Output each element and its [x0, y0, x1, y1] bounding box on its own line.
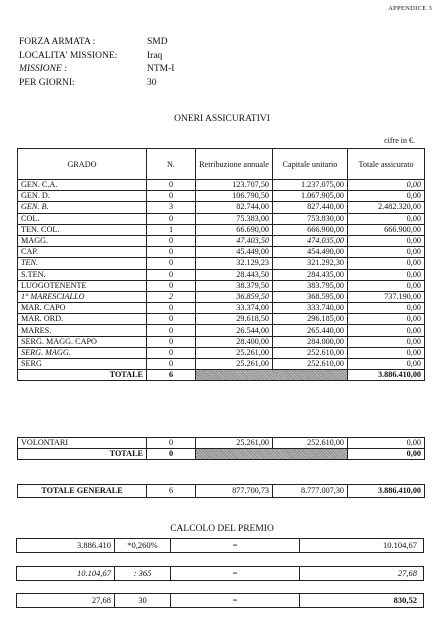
totale-cell: 0,00: [348, 213, 425, 224]
totale-cell: 0,00: [348, 235, 425, 246]
grado-cell: TEN.: [18, 258, 147, 269]
volontari-capitale: 252.610,00: [273, 438, 348, 449]
count-cell: 0: [147, 180, 196, 191]
total-row: [18, 370, 425, 381]
grado-cell: MARES.: [18, 325, 147, 336]
volontari-total-value: 0,00: [348, 449, 425, 460]
count-cell: 0: [147, 247, 196, 258]
totale-cell: 0,00: [348, 303, 425, 314]
retribuzione-cell: 25.261,00: [196, 347, 273, 358]
volontari-label: VOLONTARI: [18, 438, 147, 449]
calc-factor: : 365: [115, 567, 171, 580]
count-cell: 0: [147, 314, 196, 325]
grado-cell: S.TEN.: [18, 269, 147, 280]
count-cell: 0: [147, 235, 196, 246]
volontari-retribuzione: 25.261,00: [196, 438, 273, 449]
count-cell: 0: [147, 359, 196, 370]
capitale-cell: 265.440,00: [273, 325, 348, 336]
count-cell: 0: [147, 213, 196, 224]
grado-cell: SERG: [18, 359, 147, 370]
header-value: NTM-I: [147, 64, 175, 74]
retribuzione-cell: 45.449,00: [196, 247, 273, 258]
capitale-cell: 368.595,00: [273, 291, 348, 302]
grado-cell: CAP.: [18, 247, 147, 258]
totale-cell: 0,00: [348, 180, 425, 191]
totale-cell: 0,00: [348, 269, 425, 280]
retribuzione-cell: 25.261,00: [196, 359, 273, 370]
count-cell: 0: [147, 191, 196, 202]
grand-total-label: TOTALE GENERALE: [18, 485, 147, 498]
table-row: [18, 180, 425, 191]
total-label: TOTALE: [18, 370, 147, 381]
table-row: [18, 280, 425, 291]
retribuzione-cell: 75.383,00: [196, 213, 273, 224]
capitale-cell: 252.610,00: [273, 359, 348, 370]
grado-cell: GEN. C.A.: [18, 180, 147, 191]
header-line: [19, 63, 174, 77]
grado-cell: SERG. MAGG. CAPO: [18, 336, 147, 347]
totale-cell: 0,00: [348, 325, 425, 336]
calc-result: 830,52: [299, 594, 423, 607]
col-header-capitale: Capitale unitario: [273, 149, 348, 180]
capitale-cell: 284.435,00: [273, 269, 348, 280]
col-header-totale: Totale assicurato: [348, 149, 425, 180]
calc-title: CALCOLO DEL PREMIO: [170, 524, 274, 534]
shaded-cell: [196, 449, 348, 460]
capitale-cell: 1.067.905,00: [273, 191, 348, 202]
table-row: [18, 191, 425, 202]
total-value: 3.886.410,00: [348, 370, 425, 381]
calc-equals: =: [232, 595, 238, 605]
capitale-cell: 252.610,00: [273, 347, 348, 358]
calc-result: 10.104,67: [299, 539, 423, 552]
table-row: [18, 202, 425, 213]
section-title: ONERI ASSICURATIVI: [174, 114, 270, 124]
grand-total-capitale: 8.777.007,30: [273, 485, 348, 498]
header-line: [19, 50, 174, 64]
capitale-cell: 827.440,00: [273, 202, 348, 213]
header-value: Iraq: [147, 50, 163, 61]
count-cell: 0: [147, 347, 196, 358]
calc-row: [16, 566, 424, 581]
table-header-row: [18, 149, 425, 180]
table-row: [18, 347, 425, 358]
table-row: [18, 359, 425, 370]
retribuzione-cell: 123.707,50: [196, 180, 273, 191]
header-line: [19, 36, 174, 50]
table-row: [18, 235, 425, 246]
totale-cell: 0,00: [348, 247, 425, 258]
col-header-retribuzione: Retribuzione annuale: [196, 149, 273, 180]
calc-factor: 30: [115, 594, 171, 607]
capitale-cell: 333.740,00: [273, 303, 348, 314]
capitale-cell: 296.185,00: [273, 314, 348, 325]
calc-operand: 3.886.410: [17, 539, 115, 552]
calc-operand: 27,68: [17, 594, 115, 607]
appendix-label: APPENDICE 3: [388, 5, 432, 12]
volontari-total-row: [18, 449, 425, 460]
retribuzione-cell: 47.403,50: [196, 235, 273, 246]
calc-equals: =: [232, 568, 238, 578]
grado-cell: COL.: [18, 213, 147, 224]
capitale-cell: 454.490,00: [273, 247, 348, 258]
grado-cell: TEN. COL.: [18, 224, 147, 235]
header-line: [19, 77, 174, 91]
header-label: PER GIORNI:: [19, 77, 75, 88]
count-cell: 0: [147, 303, 196, 314]
grado-cell: MAGG.: [18, 235, 147, 246]
calc-row: [16, 538, 424, 553]
capitale-cell: 753.830,00: [273, 213, 348, 224]
totale-cell: 0,00: [348, 314, 425, 325]
volontari-table: [17, 437, 425, 460]
grado-cell: GEN. B.: [18, 202, 147, 213]
header-value: 30: [147, 77, 157, 88]
count-cell: 3: [147, 202, 196, 213]
table-row: [18, 336, 425, 347]
grado-cell: GEN. D.: [18, 191, 147, 202]
table-row: [18, 291, 425, 302]
header-value: SMD: [147, 37, 168, 47]
calc-operand: 10.104,67: [17, 567, 115, 580]
grand-total-value: 3.886.410,00: [348, 485, 425, 498]
volontari-row: [18, 438, 425, 449]
capitale-cell: 1.237.075,00: [273, 180, 348, 191]
count-cell: 2: [147, 291, 196, 302]
volontari-totale: 0,00: [348, 438, 425, 449]
retribuzione-cell: 32.129,23: [196, 258, 273, 269]
totale-cell: 0,00: [348, 258, 425, 269]
capitale-cell: 474.035,00: [273, 235, 348, 246]
retribuzione-cell: 36.859,50: [196, 291, 273, 302]
retribuzione-cell: 28.400,00: [196, 336, 273, 347]
grand-total-count: 6: [147, 485, 196, 498]
grado-cell: MAR. ORD.: [18, 314, 147, 325]
shaded-cell: [196, 370, 348, 381]
calc-row: [16, 593, 424, 608]
totale-cell: 0,00: [348, 191, 425, 202]
totale-cell: 666.900,00: [348, 224, 425, 235]
capitale-cell: 321.292,30: [273, 258, 348, 269]
retribuzione-cell: 82.744,00: [196, 202, 273, 213]
calc-equals: =: [232, 540, 238, 550]
count-cell: 0: [147, 258, 196, 269]
totale-cell: 0,00: [348, 359, 425, 370]
table-row: [18, 269, 425, 280]
grand-total-row: [18, 485, 425, 498]
grado-cell: SERG. MAGG.: [18, 347, 147, 358]
totale-cell: 0,00: [348, 280, 425, 291]
total-count: 6: [147, 370, 196, 381]
unit-note: cifre in €.: [384, 136, 415, 145]
count-cell: 1: [147, 224, 196, 235]
retribuzione-cell: 29.618,50: [196, 314, 273, 325]
totale-cell: 0,00: [348, 347, 425, 358]
col-header-grado: GRADO: [18, 149, 147, 180]
capitale-cell: 284.000,00: [273, 336, 348, 347]
table-row: [18, 314, 425, 325]
capitale-cell: 383.795,00: [273, 280, 348, 291]
retribuzione-cell: 33.374,00: [196, 303, 273, 314]
count-cell: 0: [147, 325, 196, 336]
retribuzione-cell: 38.379,50: [196, 280, 273, 291]
header-label: FORZA ARMATA :: [19, 37, 96, 47]
count-cell: 0: [147, 269, 196, 280]
grand-total-table: [17, 484, 425, 498]
calc-factor: *0,260%: [115, 539, 171, 552]
table-row: [18, 258, 425, 269]
retribuzione-cell: 66.690,00: [196, 224, 273, 235]
header-label: LOCALITA' MISSIONE:: [19, 50, 118, 61]
totale-cell: 737.190,00: [348, 291, 425, 302]
volontari-total-label: TOTALE: [18, 449, 147, 460]
calc-result: 27,68: [299, 567, 423, 580]
grado-cell: MAR. CAPO: [18, 303, 147, 314]
retribuzione-cell: 106.790,50: [196, 191, 273, 202]
insurance-table: [17, 148, 425, 381]
col-header-n: N.: [147, 149, 196, 180]
header-label: MISSIONE :: [19, 64, 68, 74]
table-row: [18, 247, 425, 258]
retribuzione-cell: 28.443,50: [196, 269, 273, 280]
grado-cell: LUOGOTENENTE: [18, 280, 147, 291]
count-cell: 0: [147, 280, 196, 291]
retribuzione-cell: 26.544,00: [196, 325, 273, 336]
capitale-cell: 666.900,00: [273, 224, 348, 235]
totale-cell: 2.482.320,00: [348, 202, 425, 213]
totale-cell: 0,00: [348, 336, 425, 347]
volontari-count: 0: [147, 438, 196, 449]
table-row: [18, 213, 425, 224]
count-cell: 0: [147, 336, 196, 347]
grand-total-retribuzione: 877.700,73: [196, 485, 273, 498]
table-row: [18, 325, 425, 336]
grado-cell: 1° MARESCIALLO: [18, 291, 147, 302]
table-row: [18, 224, 425, 235]
mission-header: [19, 36, 174, 90]
volontari-total-count: 0: [147, 449, 196, 460]
table-row: [18, 303, 425, 314]
